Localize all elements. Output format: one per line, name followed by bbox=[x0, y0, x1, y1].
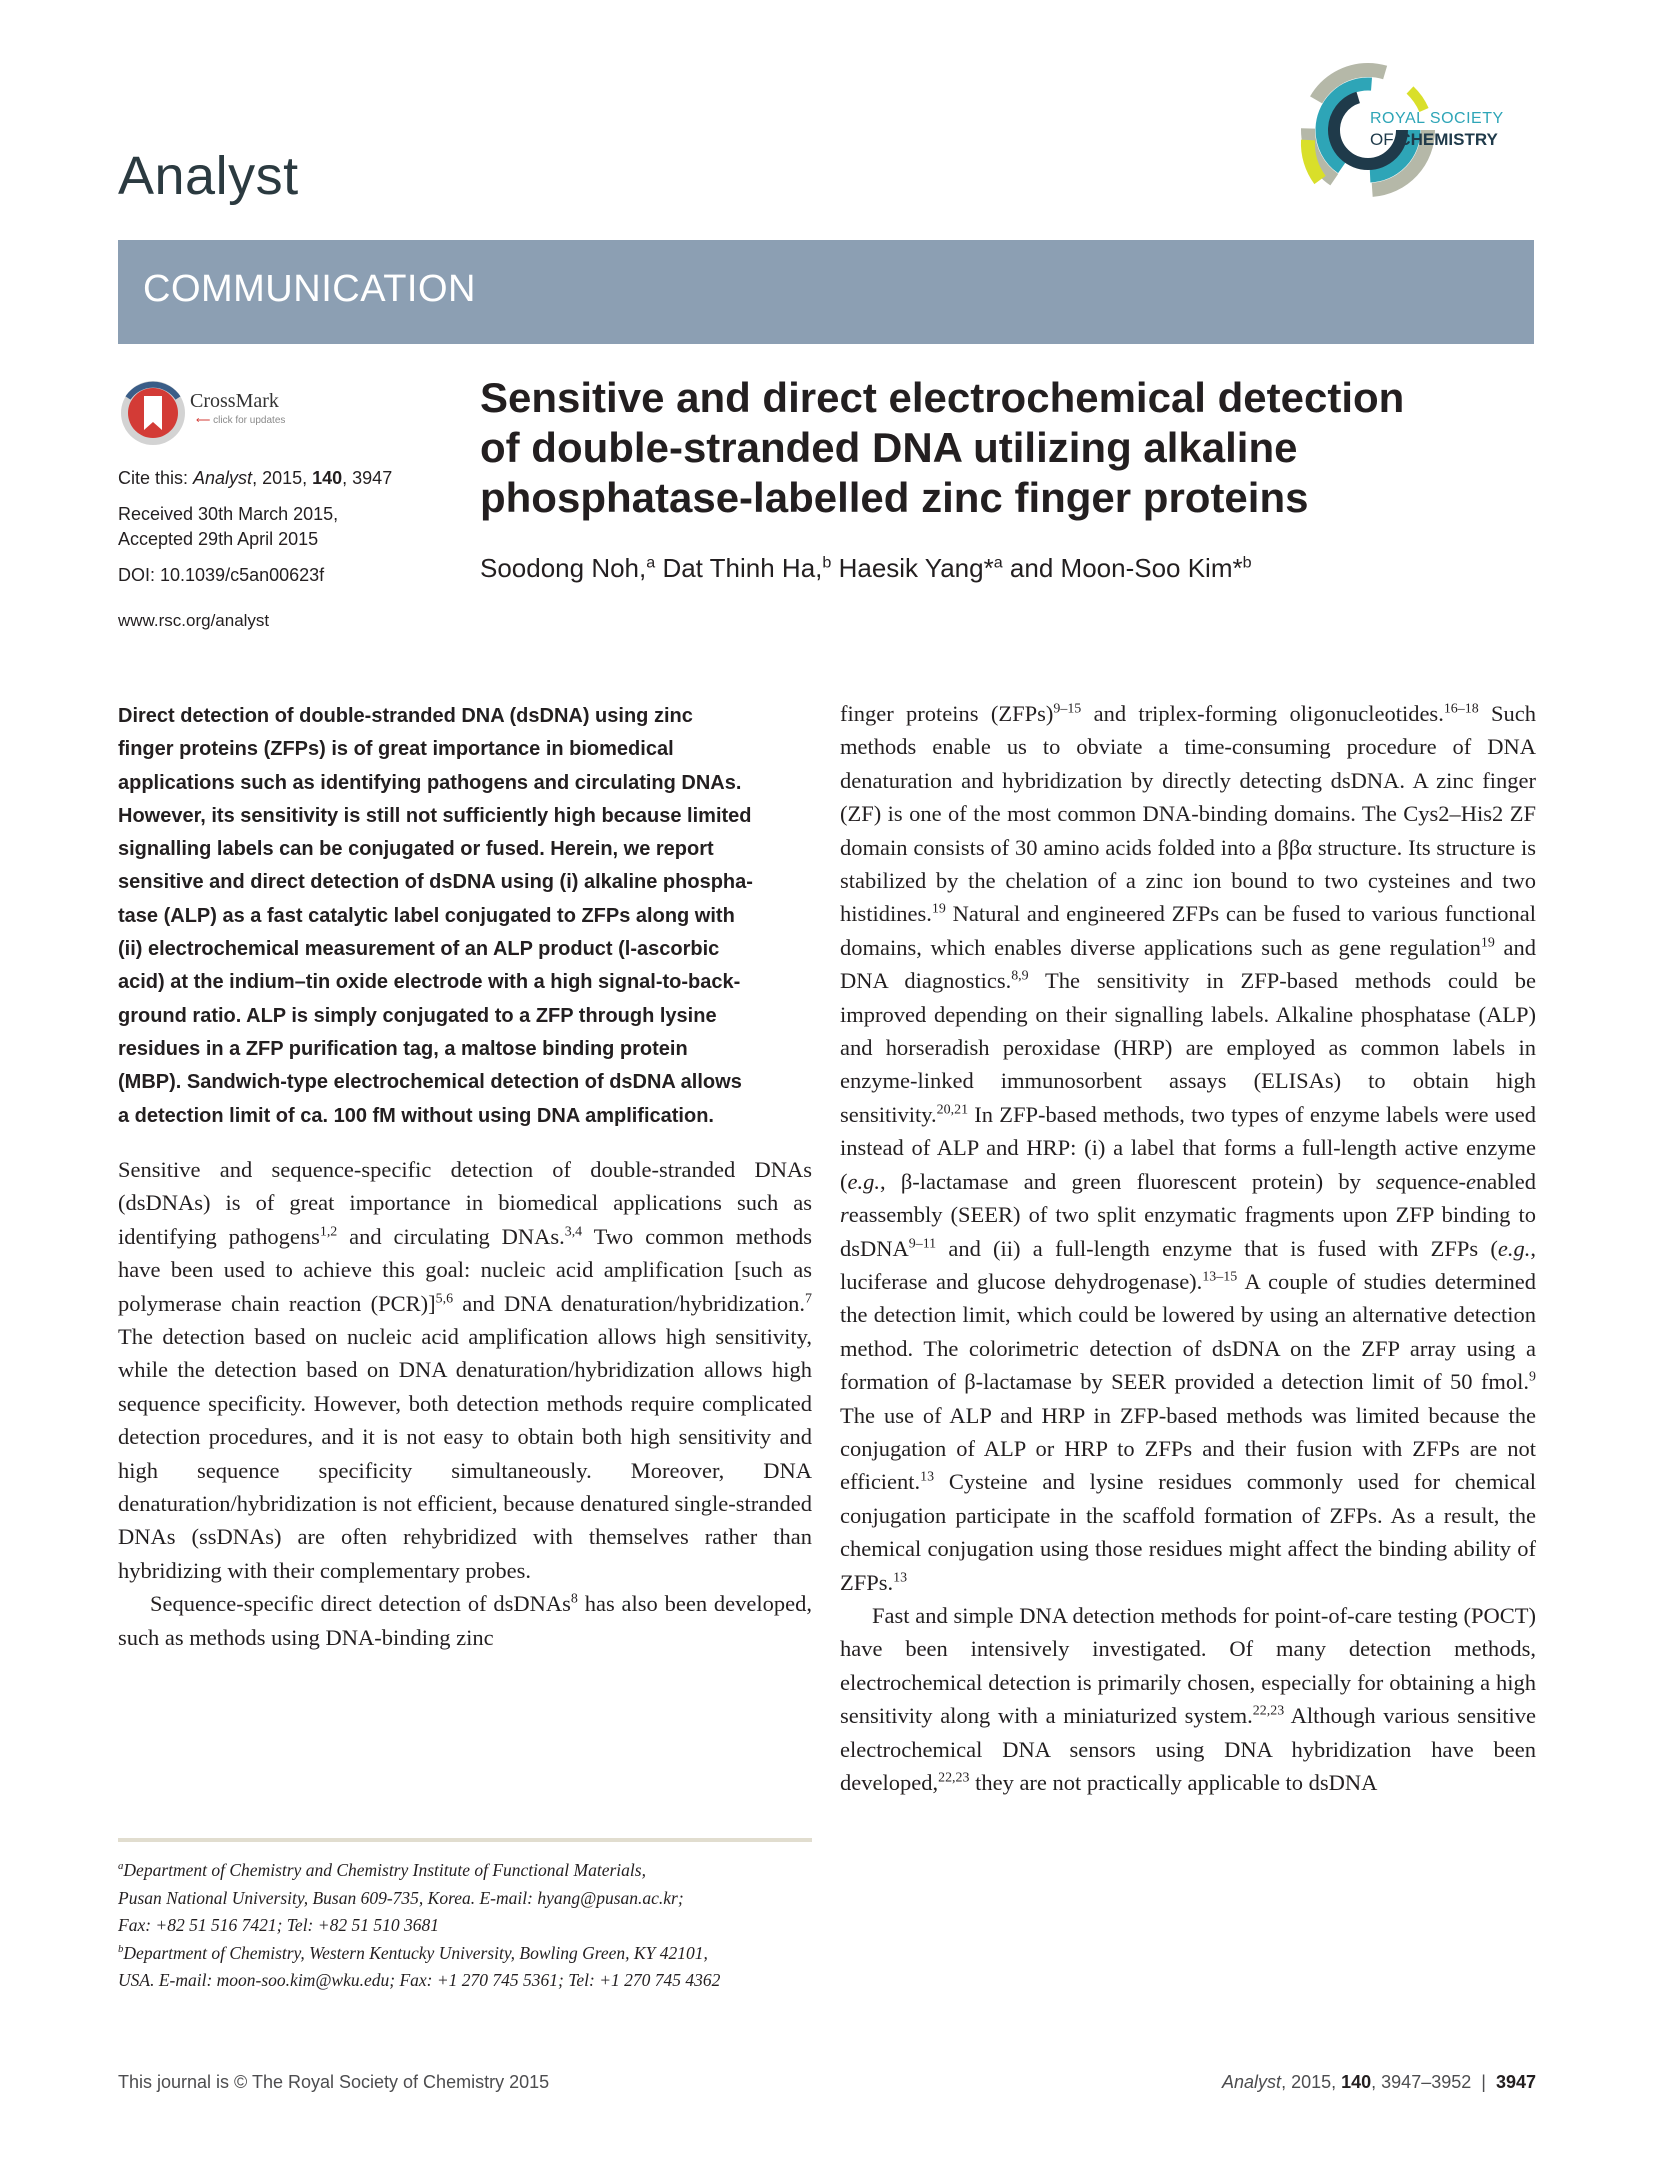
abstract-line: Direct detection of double-stranded DNA (dsDNA) using zinc bbox=[118, 705, 693, 727]
footnote-b-line: USA. E-mail: moon-soo.kim@wku.edu; Fax: +1 270 745 5361; Tel: +1 270 745 4362 bbox=[118, 1970, 721, 1990]
abstract-line: (MBP). Sandwich-type electrochemical detection of dsDNA allows bbox=[118, 1071, 742, 1094]
affiliation-footnotes bbox=[118, 1857, 818, 1995]
cite-prefix: Cite this: bbox=[118, 468, 194, 488]
cite-journal: Analyst bbox=[193, 468, 253, 488]
affil-sup: a bbox=[993, 553, 1003, 572]
footer-pages: , 3947–3952 bbox=[1371, 2072, 1472, 2092]
article-meta bbox=[118, 466, 458, 633]
cite-volume: 140 bbox=[312, 468, 343, 488]
received-date: Received 30th March 2015, bbox=[118, 504, 339, 524]
rsc-logo-chemistry: CHEMISTRY bbox=[1398, 130, 1498, 149]
affil-sup: b bbox=[822, 553, 832, 572]
cite-year: , 2015, bbox=[252, 468, 313, 488]
author-noh: Soodong Noh, bbox=[480, 553, 647, 583]
body-paragraph: finger proteins (ZFPs)$^{9-15}$ and triplex-forming oligonucleotides.$^{16-18}$ Such methods enable us to obviate a time-consuming procedure of DNA denaturation and hybridization by directly detecting dsDNA. A zinc finger (ZF) is one of the most common DNA-binding domains. The Cys2–His2 ZF domain consists of 30 amino acids folded into a ββα structure. Its structure is stabilized by the chelation of a zinc ion bound to two cysteines and two histidines.$^{19}$ Natural and engineered ZFPs can be fused to various functional domains, which enables diverse applications such as gene regulation$^{19}$ and DNA diagnostics.$^{8,9}$ The sensitivity in ZFP-based methods could be improved depending on their signalling labels. Alkaline phosphatase (ALP) and horseradish peroxidase (HRP) are employed as common labels in enzyme-linked immunosorbent assays (ELISAs) to obtain high sensitivity.$^{20,21}$ In ZFP-based methods, two types of enzyme labels were used instead of ALP and HRP: (i) a label that forms a full-length active enzyme (e.g., β-lactamase and green fluorescent protein) by sequence-enabled reassembly (SEER) of two split enzymatic fragments upon ZFP binding to dsDNA$^{9-11}$ and (ii) a full-length enzyme that is fused with ZFPs (e.g., luciferase and glucose dehydrogenase).$^{13-15}$ A couple of studies determined the detection limit, which could be lowered by using an alternative detection method. The colorimetric detection of dsDNA on the ZFP array using a formation of β-lactamase by SEER provided a detection limit of 50 fmol.$^9$ The use of ALP and HRP in ZFP-based methods was limited because the conjugation of ALP or HRP to ZFPs and their fusion with ZFPs are not efficient.$^{13}$ Cysteine and lysine residues commonly used for chemical conjugation participate in the scaffold formation of ZFPs. As a result, the chemical conjugation using those residues might affect the binding ability of ZFPs.$^{13}$ bbox=[840, 701, 1536, 1595]
author-yang: Haesik Yang* bbox=[831, 553, 994, 583]
doi-link[interactable]: DOI: 10.1039/c5an00623f bbox=[118, 565, 325, 585]
title-line-3: phosphatase-labelled zinc finger proteins bbox=[480, 474, 1309, 521]
body-paragraph: Sensitive and sequence-specific detection of double-stranded DNAs (dsDNAs) is of great importance in biomedical applications such as identifying pathogens$^{1,2}$ and circulating DNAs.$^{3,4}$ Two common methods have been used to achieve this goal: nucleic acid amplification [such as polymerase chain reaction (PCR)]$^{5,6}$ and DNA denaturation/hybridization.$^7$ The detection based on nucleic acid amplification allows high sensitivity, while the detection based on DNA denaturation/hybridization allows high sequence specificity. However, both detection methods require complicated detection procedures, and it is not easy to obtain both high sensitivity and high sequence specificity simultaneously. Moreover, DNA denaturation/hybridization is not efficient, because denatured single-stranded DNAs (ssDNAs) are often rehybridized with themselves rather than hybridizing with their complementary probes. bbox=[118, 1157, 813, 1583]
crossmark-icon bbox=[118, 378, 188, 448]
crossmark-button[interactable] bbox=[118, 378, 318, 450]
author-ha: Dat Thinh Ha, bbox=[655, 553, 823, 583]
crossmark-label: CrossMark bbox=[190, 390, 279, 412]
footer-year: , 2015, bbox=[1281, 2072, 1342, 2092]
article-title bbox=[480, 373, 1540, 523]
page-footer bbox=[1200, 2072, 1536, 2093]
abstract-line: a detection limit of ca. 100 fM without using DNA amplification. bbox=[118, 1104, 714, 1127]
rsc-logo-line1: ROYAL SOCIETY bbox=[1370, 110, 1504, 127]
accepted-date: Accepted 29th April 2015 bbox=[118, 529, 319, 549]
abstract-line: acid) at the indium–tin oxide electrode with a high signal-to-back- bbox=[118, 971, 741, 994]
abstract-line: signalling labels can be conjugated or fused. Herein, we report bbox=[118, 838, 714, 861]
title-line-1: Sensitive and direct electrochemical detection bbox=[480, 374, 1405, 421]
crossmark-sublabel bbox=[196, 415, 285, 426]
abstract-line: ground ratio. ALP is simply conjugated to a ZFP through lysine bbox=[118, 1004, 717, 1027]
journal-name: Analyst bbox=[118, 146, 299, 206]
body-column-left bbox=[118, 1153, 812, 1654]
footer-separator: | bbox=[1471, 2072, 1496, 2092]
title-line-2: of double-stranded DNA utilizing alkaline bbox=[480, 424, 1298, 471]
footer-journal: Analyst bbox=[1222, 2072, 1282, 2092]
crossmark-sublabel-text: click for updates bbox=[213, 415, 286, 426]
rsc-logo-line2 bbox=[1370, 130, 1498, 150]
rsc-logo-of: OF bbox=[1370, 130, 1399, 149]
affil-sup: a bbox=[646, 553, 656, 572]
abstract-line: sensitive and direct detection of dsDNA using (i) alkaline phospha- bbox=[118, 871, 753, 894]
footnote-a-line: Fax: +82 51 516 7421; Tel: +82 51 510 3681 bbox=[118, 1915, 439, 1935]
abstract bbox=[118, 700, 812, 1133]
footnote-b-line: $^b$Department of Chemistry, Western Kentucky University, Bowling Green, KY 42101, bbox=[118, 1942, 708, 1963]
cite-page: , 3947 bbox=[342, 468, 393, 488]
abstract-line: (ii) electrochemical measurement of an ALP product (l-ascorbic bbox=[118, 938, 720, 961]
author-list bbox=[480, 553, 1540, 584]
body-paragraph: Fast and simple DNA detection methods for point-of-care testing (POCT) have been intensively investigated. Of many detection methods, electrochemical detection is primarily chosen, especially for obtaining a high sensitivity along with a miniaturized system.$^{22,23}$ Although various sensitive electrochemical DNA sensors using DNA hybridization have been developed,$^{22,23}$ they are not practically applicable to dsDNA bbox=[840, 1602, 1536, 1795]
footnote-a-line: $^a$Department of Chemistry and Chemistry Institute of Functional Materials, bbox=[118, 1860, 646, 1880]
cite-line bbox=[118, 466, 458, 491]
journal-url-link[interactable]: www.rsc.org/analyst bbox=[118, 611, 270, 630]
crossmark-arrow-icon: ⟵ bbox=[196, 415, 211, 426]
body-column-right bbox=[840, 697, 1536, 1799]
abstract-line: residues in a ZFP purification tag, a maltose binding protein bbox=[118, 1037, 688, 1060]
author-kim: and Moon-Soo Kim* bbox=[1002, 553, 1243, 583]
footnote-divider bbox=[118, 1838, 812, 1842]
footnote-a-line: Pusan National University, Busan 609-735, Korea. E-mail: hyang@pusan.ac.kr; bbox=[118, 1887, 684, 1908]
page-number: 3947 bbox=[1495, 2072, 1536, 2092]
abstract-line: tase (ALP) as a fast catalytic label conjugated to ZFPs along with bbox=[118, 904, 735, 927]
abstract-line: finger proteins (ZFPs) is of great importance in biomedical bbox=[118, 738, 674, 761]
body-paragraph: Sequence-specific direct detection of dsDNAs$^8$ has also been developed, such as methods using DNA-binding zinc bbox=[118, 1591, 812, 1650]
abstract-line: However, its sensitivity is still not sufficiently high because limited bbox=[118, 804, 752, 827]
rsc-logo[interactable] bbox=[1300, 50, 1560, 210]
copyright-footer: This journal is © The Royal Society of Chemistry 2015 bbox=[118, 2072, 550, 2092]
abstract-line: applications such as identifying pathogens and circulating DNAs. bbox=[118, 771, 742, 794]
footer-volume: 140 bbox=[1341, 2072, 1372, 2092]
affil-sup: b bbox=[1242, 553, 1252, 572]
section-label: COMMUNICATION bbox=[143, 268, 476, 310]
